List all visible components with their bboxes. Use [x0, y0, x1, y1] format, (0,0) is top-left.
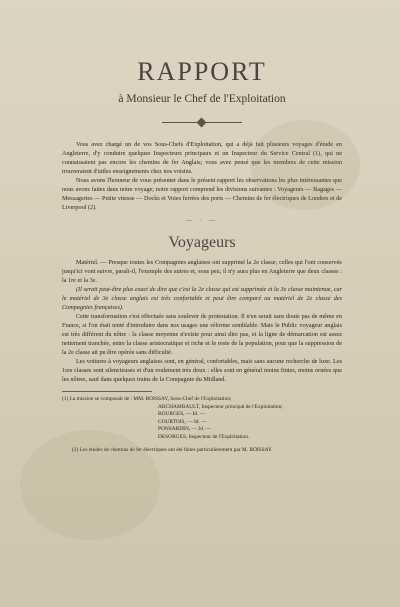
section-paragraph-2: (Il serait peut-être plus exact de dire que c'est la 2e classe qui est supprimée et la 3e classe maintenue, car le matériel de 3e classe anglais est très confortable et peut être comparé au matériel de 2e classe des Compagnies françaises).	[62, 286, 342, 311]
footnote-member: BOURGES, — Id. —	[158, 411, 206, 418]
footnote-1: (1) La mission se composait de : MM. BOISSAY, Sous-Chef de l'Exploitation;	[62, 396, 232, 402]
page-subtitle: à Monsieur le Chef de l'Exploitation	[118, 93, 286, 105]
section-separator: — · —	[186, 218, 218, 224]
paper-stain	[20, 430, 160, 540]
intro-paragraph-1: Vous avez chargé un de vos Sous-Chefs d'Exploitation, qui a déjà fait plusieurs voyages d'étude en Angleterre, d'y conduire quelques Inspecteurs principaux et un Inspecteur du Service Central (1), qui ne connaissaient pas encore les chemins de fer Anglais; vous avez pensé que les membres de cette mission trouveraient d'utiles enseignements chez nos voisins.	[62, 141, 342, 175]
section-paragraph-1: Matériel. — Presque toutes les Compagnies anglaises ont supprimé la 2e classe; celles qui l'ont conservée jusqu'ici vont suivre, paraît-il, l'exemple des autres et, sous peu, il n'y aura plus en Angleterre que deux classes : la 1re et la 3e.	[62, 259, 342, 284]
footnote-member: COURTOIS, — Id. —	[158, 418, 207, 425]
section-title: Voyageurs	[168, 234, 236, 251]
section-paragraph-4: Les voitures à voyageurs anglaises sont, en général, confortables, mais sans aucune recherche de luxe. Les 1res classes sont silencieuses et d'un roulement très doux : elles sont en général moins finies, moins ornées que les nôtres, sauf dans quelques trains de la Compagnie du Midland.	[62, 358, 342, 383]
ornament-divider	[162, 120, 242, 126]
page-title: RAPPORT	[137, 57, 267, 86]
footnote-member: ARCHAMBAULT, Inspecteur principal de l'Exploitation;	[158, 403, 283, 410]
footnote-2: (2) Les études de chemins de fer électriques ont été faites particulièrement par M. BOISSAY.	[72, 447, 273, 454]
footnote-member-list	[158, 404, 342, 442]
intro-paragraph-2: Nous avons l'honneur de vous présenter dans le présent rapport les observations les plus intéressantes que nous avons faites dans notre voyage; notre rapport comprend les divisions suivantes : Voyageurs — Bagages — Messageries — Petite vitesse — Docks et Voies ferrées des ports — Chemins de fer électriques de Londres et de Liverpool (2).	[62, 177, 342, 211]
paper-stain	[250, 120, 360, 210]
section-paragraph-3: Cette transformation s'est effectuée sans soulever de protestation. Il n'en serait sans doute pas de même en France, si l'on était tenté d'introduire dans nos usages une réforme semblable. Mais le Public voyageur anglais est très différent du nôtre : la classe moyenne n'existe pour ainsi dire pas, et la ligne de démarcation est assez nettement tranchée, entre la classe aristocratique et riche et le reste de la population, pour que la suppression de la 2e classe ait pu être opérée sans difficulté.	[62, 313, 342, 356]
footnote-member: PONSARDIN, — Id. —	[158, 426, 211, 433]
footnote-rule	[62, 391, 152, 392]
footnote-member: DESORGES, Inspecteur de l'Exploitation.	[158, 433, 250, 440]
